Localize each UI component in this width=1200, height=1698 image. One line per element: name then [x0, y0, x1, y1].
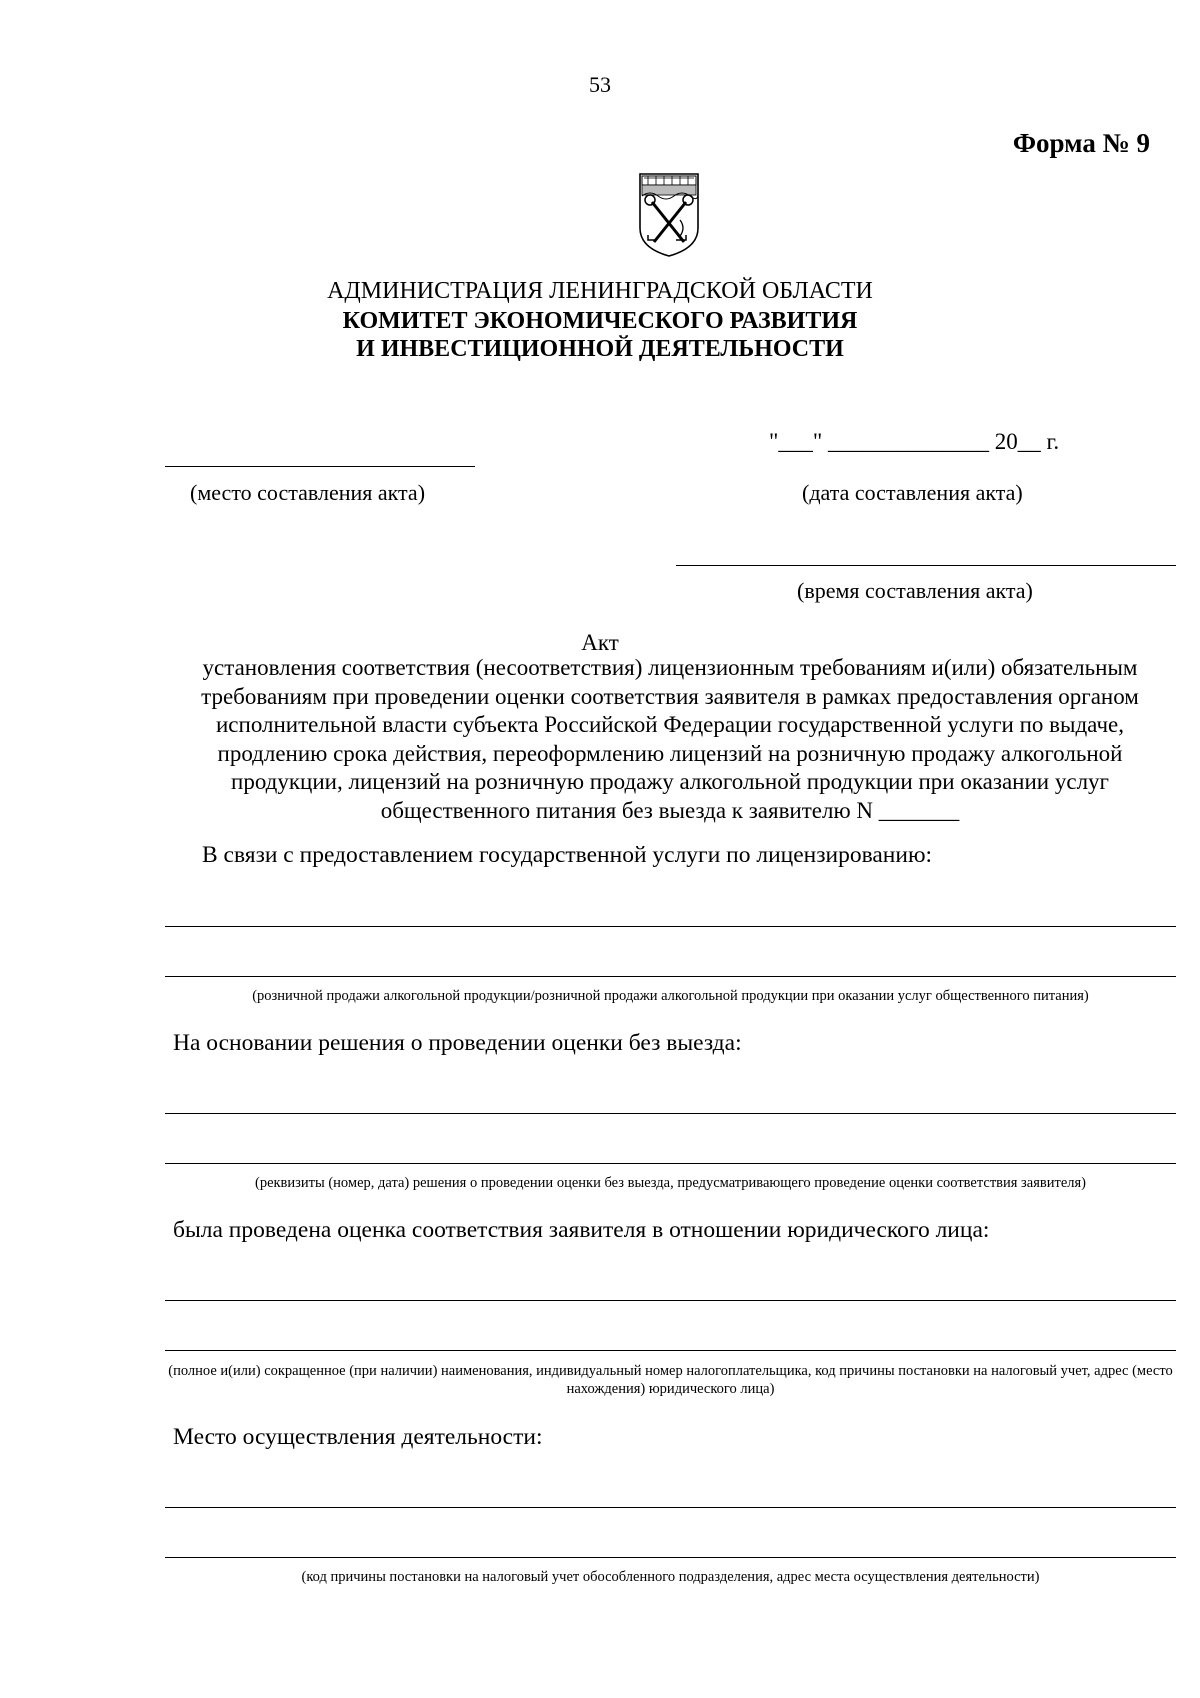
section3-line2 — [165, 1350, 1176, 1351]
section4-line2 — [165, 1557, 1176, 1558]
section3-line1 — [165, 1300, 1176, 1301]
section1-caption: (розничной продажи алкогольной продукции/розничной продажи алкогольной продукции при оказании услуг общественного питания) — [252, 988, 1089, 1004]
leningrad-oblast-coat-of-arms-icon — [636, 170, 702, 258]
place-line — [165, 466, 475, 467]
section2-line2 — [165, 1163, 1176, 1164]
form-number: Форма № 9 — [1012, 128, 1150, 158]
header-committee-line2: И ИНВЕСТИЦИОННОЙ ДЕЯТЕЛЬНОСТИ — [356, 336, 844, 362]
date-field: "___" ______________ 20__ г. — [769, 429, 1060, 454]
date-caption: (дата составления акта) — [802, 480, 1023, 505]
section4-caption: (код причины постановки на налоговый учет обособленного подразделения, адрес места осуществления деятельности) — [301, 1569, 1040, 1585]
header-administration: АДМИНИСТРАЦИЯ ЛЕНИНГРАДСКОЙ ОБЛАСТИ — [327, 278, 873, 304]
section1-line2 — [165, 976, 1176, 977]
section2-text: На основании решения о проведении оценки без выезда: — [173, 1030, 742, 1056]
section3-text: была проведена оценка соответствия заявителя в отношении юридического лица: — [173, 1217, 990, 1243]
act-body: установления соответствия (несоответствия) лицензионным требованиям и(или) обязательным требованиям при проведении оценки соответствия заявителя в рамках предоставления органом исполнительной власти субъекта Российской Федерации государственной услуги по выдаче, продлению срока действия, переоформлению лицензий на розничную продажу алкогольной продукции, лицензий на розничную продажу алкогольной продукции при оказании услуг общественного питания без выезда к заявителю N _______ — [201, 655, 1139, 823]
section2-caption: (реквизиты (номер, дата) решения о проведении оценки без выезда, предусматривающего проведение оценки соответствия заявителя) — [254, 1175, 1087, 1191]
section2-line1 — [165, 1113, 1176, 1114]
section1-line1 — [165, 926, 1176, 927]
place-caption: (место составления акта) — [190, 480, 426, 505]
section4-line1 — [165, 1507, 1176, 1508]
time-caption: (время составления акта) — [797, 578, 1033, 603]
header-committee-line1: КОМИТЕТ ЭКОНОМИЧЕСКОГО РАЗВИТИЯ — [342, 308, 858, 334]
section4-text: Место осуществления деятельности: — [173, 1424, 543, 1450]
section1-text: В связи с предоставлением государственной услуги по лицензированию: — [202, 842, 933, 868]
time-line — [676, 565, 1176, 566]
page-number: 53 — [589, 72, 611, 97]
section3-caption: (полное и(или) сокращенное (при наличии) наименования, индивидуальный номер налогоплательщика, код причины постановки на налоговый учет, адрес (место нахождения) юридического лица) — [168, 1363, 1173, 1397]
act-title: Акт — [581, 630, 619, 655]
